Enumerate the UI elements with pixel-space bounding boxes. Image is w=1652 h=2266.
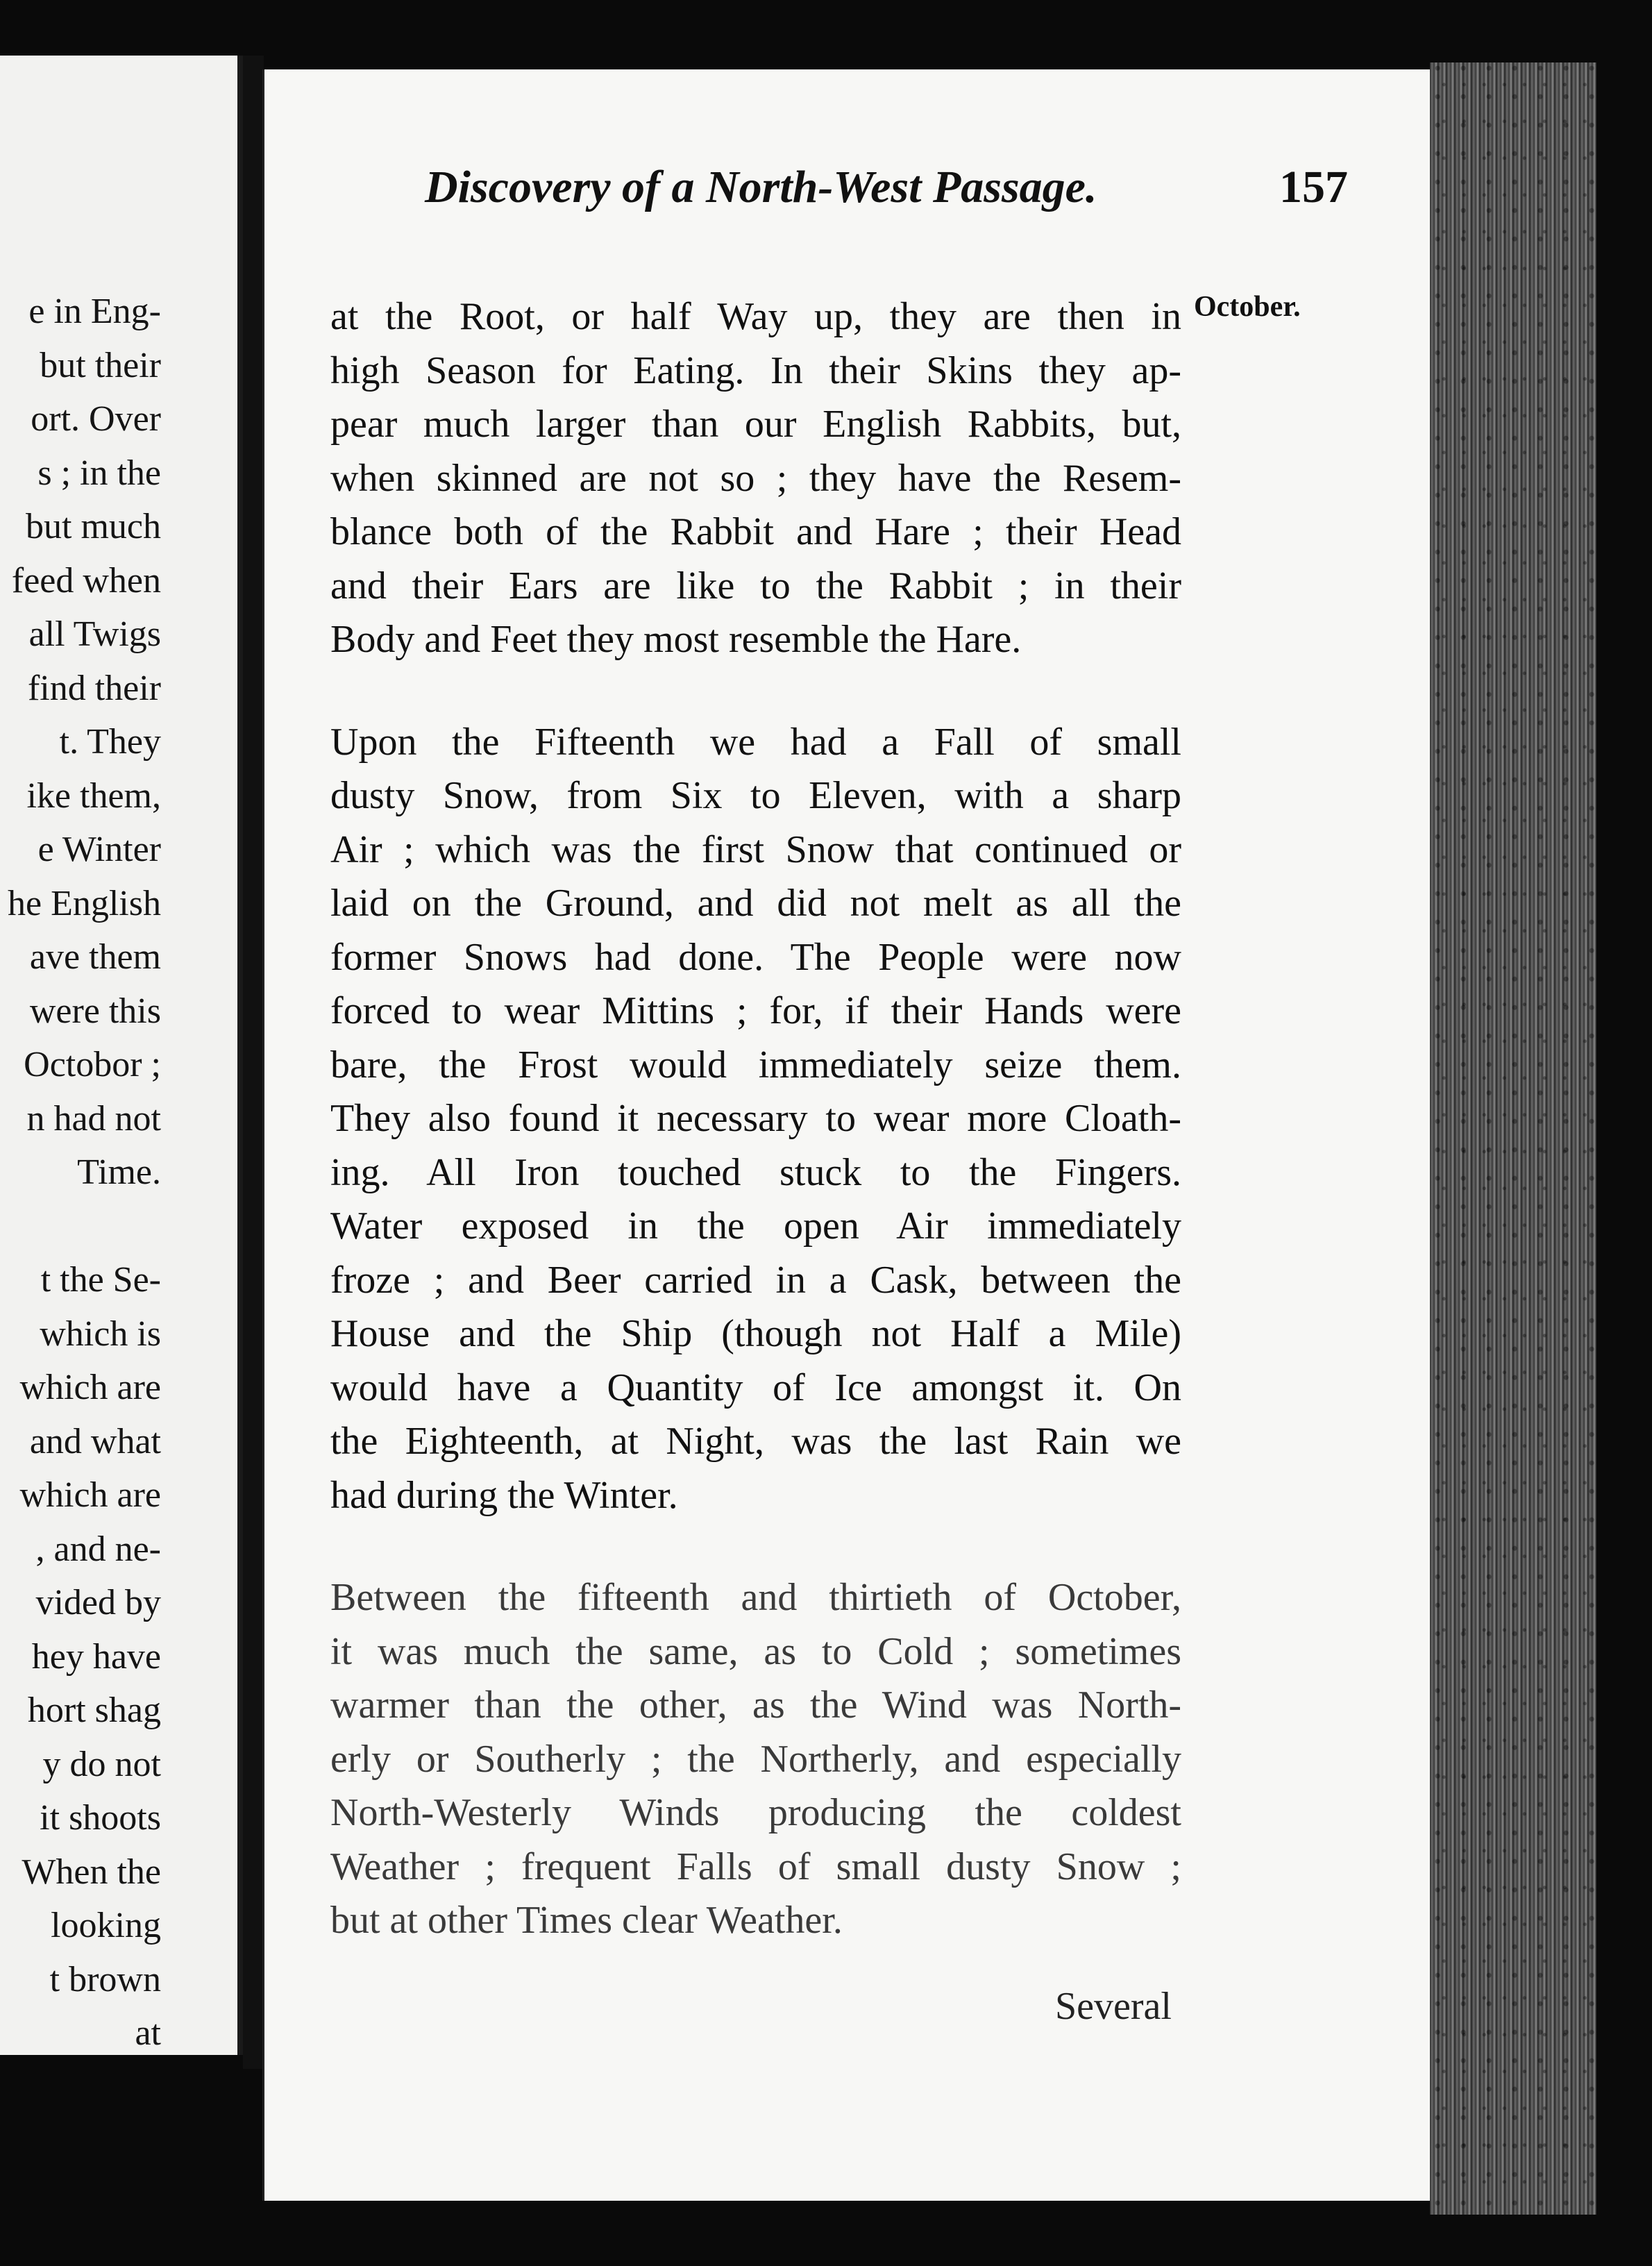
text-line: Water exposed in the open Air immediately (330, 1205, 1181, 1248)
running-title: Discovery of a North-West Passage. (425, 162, 1097, 212)
text-line: House and the Ship (though not Half a Mile) (330, 1312, 1181, 1355)
left-page-line: e Winter (37, 830, 161, 869)
left-page-line: which are (19, 1475, 161, 1515)
catchword: Several (1055, 1985, 1172, 2028)
text-line: pear much larger than our English Rabbits, but, (330, 403, 1181, 446)
left-page-line: which are (19, 1368, 161, 1407)
left-page-line: which is (40, 1314, 161, 1354)
text-line: Weather ; frequent Falls of small dusty Snow ; (330, 1845, 1181, 1888)
text-line: laid on the Ground, and did not melt as all the (330, 882, 1181, 925)
left-page-line: Octobor ; (24, 1045, 161, 1084)
left-page-line: all Twigs (28, 614, 161, 654)
text-line: They also found it necessary to wear more Cloath- (330, 1097, 1181, 1140)
left-page-line (0, 1200, 161, 1254)
left-page-line: looking (51, 1906, 161, 1945)
left-page-line: it shoots (40, 1798, 161, 1838)
left-page-line: feed when (11, 560, 161, 601)
text-line: erly or Southerly ; the Northerly, and especially (330, 1737, 1181, 1781)
page-number: 157 (1279, 162, 1348, 212)
left-page-line: s ; in the (37, 453, 161, 493)
text-line: Air ; which was the first Snow that continued or (330, 828, 1181, 871)
left-page-line: ort. Over (31, 399, 161, 439)
running-header (425, 161, 1348, 251)
margin-note: October. (1194, 291, 1301, 323)
text-line: former Snows had done. The People were now (330, 935, 1181, 979)
left-page-line: find their (27, 668, 161, 708)
left-page-line: e in Eng- (28, 292, 161, 331)
text-line: would have a Quantity of Ice amongst it. On (330, 1366, 1181, 1409)
left-page-line: When the (22, 1852, 161, 1892)
left-page-line: vided by (35, 1583, 161, 1622)
left-page-line: n had not (26, 1098, 161, 1139)
text-line: forced to wear Mittins ; for, if their Hands were (330, 989, 1181, 1032)
text-line: Upon the Fifteenth we had a Fall of small (330, 720, 1181, 764)
paragraph (330, 1571, 1181, 1948)
text-line: high Season for Eating. In their Skins they ap- (330, 349, 1181, 392)
text-line: had during the Winter. (330, 1473, 678, 1517)
left-page-line: but their (40, 345, 161, 385)
paragraph (330, 716, 1181, 1523)
book-gutter (243, 56, 264, 2069)
left-page-line: were this (29, 991, 161, 1031)
text-line: North-Westerly Winds producing the coldest (330, 1791, 1181, 1834)
left-page-line: t the Se- (40, 1260, 161, 1300)
page-edges (1430, 62, 1596, 2215)
text-line: and their Ears are like to the Rabbit ; in their (330, 564, 1181, 607)
left-page-line: ave them (29, 937, 161, 977)
body-text (330, 290, 1181, 1948)
text-line: when skinned are not so ; they have the Resem- (330, 456, 1181, 500)
left-page-line: hey have (31, 1636, 161, 1677)
left-page-line: y do not (42, 1744, 161, 1784)
paragraph (330, 290, 1181, 667)
text-line: Body and Feet they most resemble the Hare. (330, 618, 1022, 661)
text-line: bare, the Frost would immediately seize them. (330, 1043, 1181, 1086)
left-page-line: at (135, 2013, 161, 2053)
text-line: warmer than the other, as the Wind was North- (330, 1684, 1181, 1727)
left-page-line: t brown (49, 1959, 161, 1999)
left-page-line: ike them, (26, 775, 161, 816)
text-line: it was much the same, as to Cold ; sometimes (330, 1629, 1181, 1673)
left-page-line: hort shag (27, 1690, 161, 1730)
left-page-line: but much (26, 507, 161, 546)
left-page-text (0, 285, 161, 2055)
text-line: dusty Snow, from Six to Eleven, with a sharp (330, 774, 1181, 817)
text-line: ing. All Iron touched stuck to the Fingers. (330, 1150, 1181, 1194)
text-line: froze ; and Beer carried in a Cask, between the (330, 1258, 1181, 1302)
left-page-line: t. They (59, 722, 161, 762)
left-page-line: he English (8, 883, 161, 923)
text-line: the Eighteenth, at Night, was the last Rain we (330, 1420, 1181, 1463)
left-page-line: and what (29, 1421, 161, 1461)
left-page-fragment (0, 56, 243, 2055)
left-page-line: , and ne- (35, 1529, 161, 1569)
left-page-line: Time. (77, 1152, 161, 1192)
text-line: but at other Times clear Weather. (330, 1899, 843, 1942)
text-line: blance both of the Rabbit and Hare ; their Head (330, 510, 1181, 553)
text-line: at the Root, or half Way up, they are then in (330, 295, 1181, 338)
text-line: Between the fifteenth and thirtieth of October, (330, 1576, 1181, 1619)
